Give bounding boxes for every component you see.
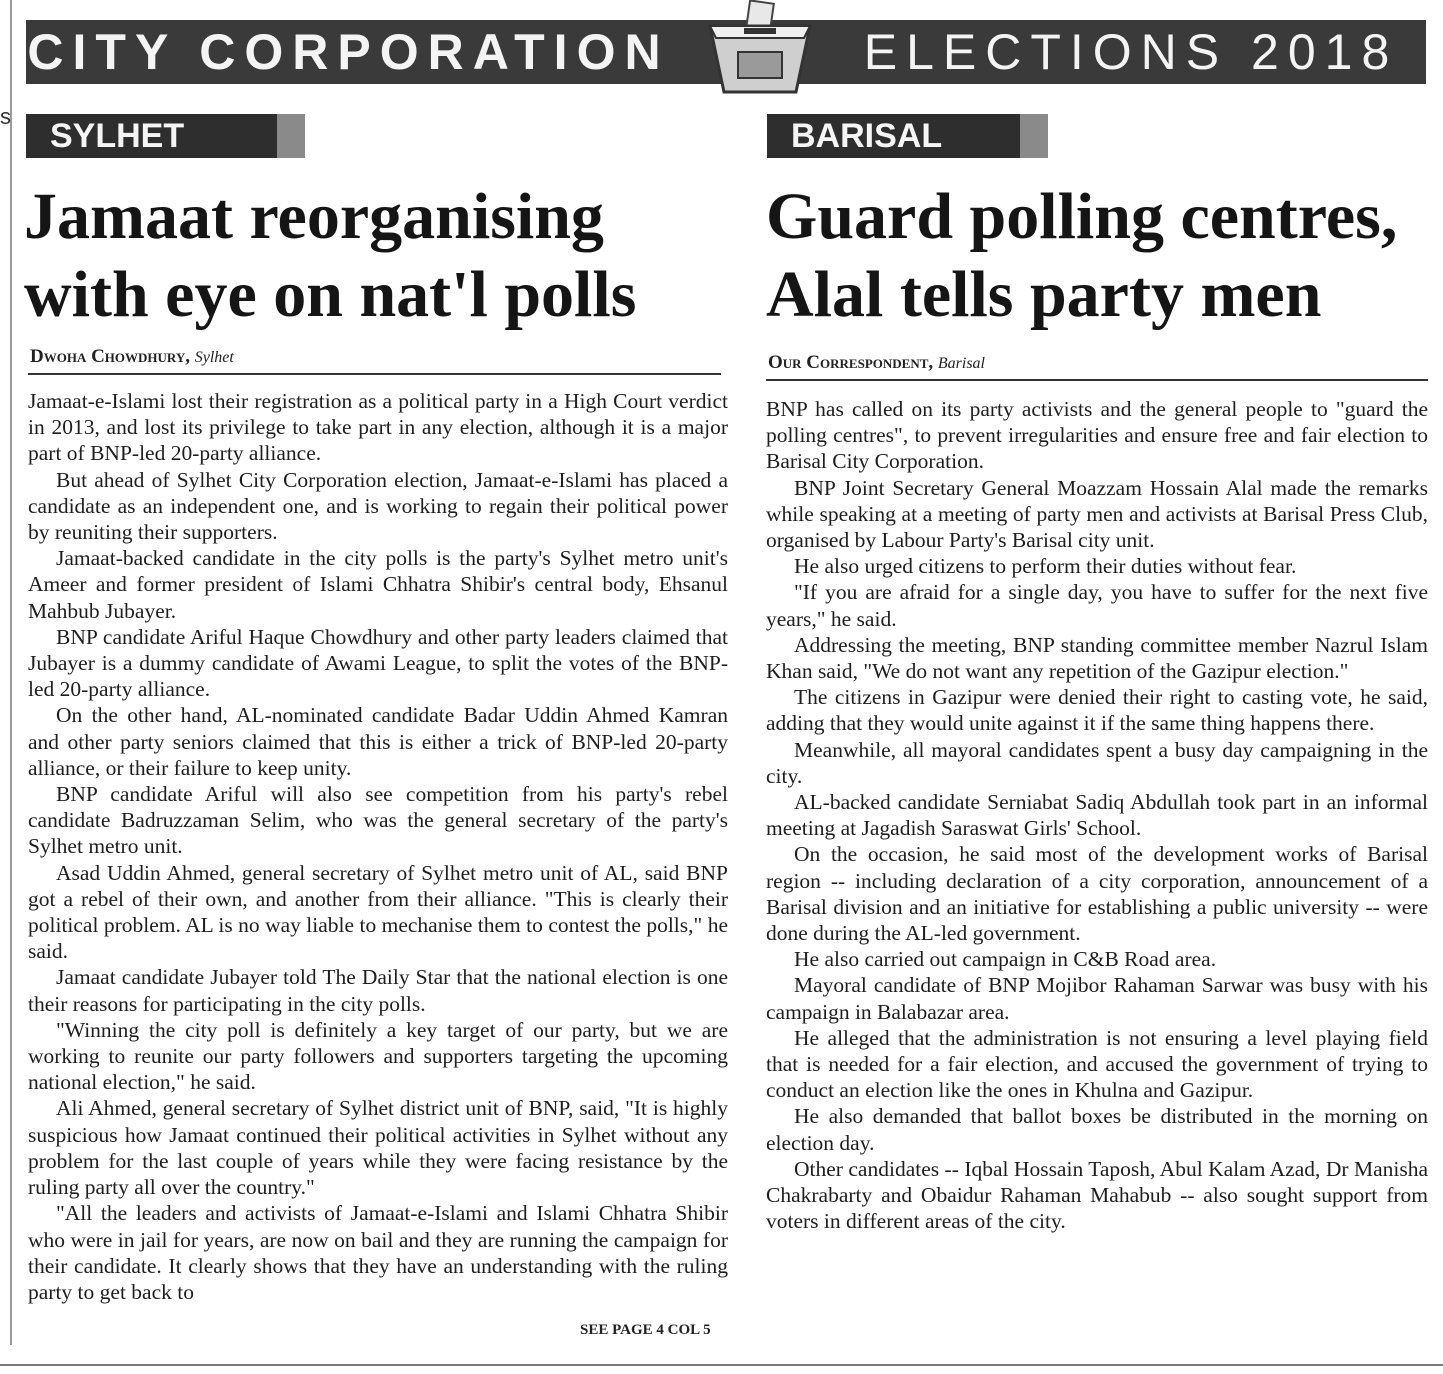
paragraph: Meanwhile, all mayoral candidates spent a busy day campaigning in the city. bbox=[766, 737, 1428, 788]
section-label-tab bbox=[277, 114, 305, 158]
section-label-text: SYLHET bbox=[50, 117, 185, 155]
byline-place: Barisal bbox=[937, 355, 985, 372]
paragraph: He alleged that the administration is not ensuring a level playing field that is needed for a fair election, and accused the government of trying to conduct an election like the ones in Khulna and Gazipur. bbox=[766, 1025, 1428, 1103]
paragraph: He also carried out campaign in C&B Road area. bbox=[794, 947, 1217, 972]
headline-right bbox=[766, 178, 1397, 334]
headline-line: with eye on nat'l polls bbox=[24, 258, 637, 331]
article-body-right bbox=[766, 396, 1428, 1235]
section-label-text: BARISAL bbox=[791, 117, 943, 155]
headline-line: Guard polling centres, bbox=[766, 180, 1398, 253]
section-label-tab bbox=[1020, 114, 1048, 158]
headline-line: Alal tells party men bbox=[766, 258, 1322, 331]
paragraph: AL-backed candidate Serniabat Sadiq Abdullah took part in an informal meeting at Jagadish Saraswat Girls' School. bbox=[766, 790, 1428, 841]
paragraph: Ali Ahmed, general secretary of Sylhet district unit of BNP, said, "It is highly suspicious how Jamaat continued their political activities in Sylhet without any problem for the last couple of years while they were facing resistance by the ruling party all over the country." bbox=[28, 1096, 728, 1200]
continuation-jump: SEE PAGE 4 COL 5 bbox=[580, 1322, 711, 1338]
page-column-rule bbox=[10, 0, 12, 1345]
paragraph: On the occasion, he said most of the development works of Barisal region -- including declaration of a city corporation, announcement of a Barisal division and an initiative for establishing a public university -- were done during the AL-led government. bbox=[766, 842, 1428, 946]
ballot-box-icon bbox=[700, 0, 820, 100]
banner-title-left: CITY CORPORATION bbox=[27, 24, 670, 80]
headline-line: Jamaat reorganising bbox=[24, 180, 604, 253]
paragraph: "All the leaders and activists of Jamaat-e-Islami and Islami Chhatra Shibir who were in jail for years, are now on bail and they are running the campaign for their candidate. It clearly shows that they have an understanding with the ruling party to get back to bbox=[28, 1201, 728, 1304]
byline-author: Dwoha Chowdhury, bbox=[30, 346, 190, 367]
headline-left bbox=[24, 178, 636, 334]
paragraph: Other candidates -- Iqbal Hossain Taposh, Abul Kalam Azad, Dr Manisha Chakrabarty and Obaidur Rahaman Mahabub -- also sought support from voters in different areas of the city. bbox=[766, 1156, 1428, 1234]
paragraph: "Winning the city poll is definitely a key target of our party, but we are working to reunite our party followers and supporters targeting the upcoming national election," he said. bbox=[28, 1017, 728, 1095]
byline-place: Sylhet bbox=[194, 349, 234, 366]
section-label-sylhet bbox=[26, 114, 305, 158]
paragraph: But ahead of Sylhet City Corporation election, Jamaat-e-Islami has placed a candidate as an independent one, and is working to regain their political power by reuniting their supporters. bbox=[28, 467, 728, 545]
paragraph: Jamaat-e-Islami lost their registration as a political party in a High Court verdict in 2013, and lost its privilege to take part in any election, although it is a major part of BNP-led 20-party alliance. bbox=[28, 389, 728, 466]
section-label-barisal bbox=[767, 114, 1048, 158]
byline-author: Our Correspondent, bbox=[768, 352, 934, 373]
paragraph: Addressing the meeting, BNP standing committee member Nazrul Islam Khan said, "We do not want any repetition of the Gazipur election." bbox=[766, 632, 1428, 684]
byline-rule bbox=[766, 379, 1428, 381]
paragraph: He also urged citizens to perform their duties without fear. bbox=[794, 554, 1297, 579]
byline-left bbox=[30, 346, 234, 368]
paragraph: On the other hand, AL-nominated candidate Badar Uddin Ahmed Kamran and other party seniors claimed that this is either a trick of BNP-led 20-party alliance, or their failure to keep unity. bbox=[28, 703, 728, 780]
article-body-left bbox=[28, 388, 728, 1305]
paragraph: BNP candidate Ariful Haque Chowdhury and other party leaders claimed that Jubayer is a dummy candidate of Awami League, to split the votes of the BNP-led 20-party alliance. bbox=[28, 624, 728, 702]
edge-fragment: s bbox=[0, 104, 11, 129]
byline-right bbox=[768, 352, 985, 374]
paragraph: BNP Joint Secretary General Moazzam Hossain Alal made the remarks while speaking at a meeting of party men and activists at Barisal Press Club, organised by Labour Party's Barisal city unit. bbox=[766, 475, 1428, 553]
paragraph: BNP candidate Ariful will also see competition from his party's rebel candidate Badruzzaman Selim, who was the general secretary of the party's Sylhet metro unit. bbox=[28, 782, 728, 859]
paragraph: Jamaat-backed candidate in the city polls is the party's Sylhet metro unit's Ameer and former president of Islami Chhatra Shibir's central body, Ehsanul Mahbub Jubayer. bbox=[28, 546, 728, 623]
paragraph: The citizens in Gazipur were denied their right to casting vote, he said, adding that they would unite against it if the same thing happens there. bbox=[766, 685, 1428, 736]
page-bottom-rule bbox=[0, 1364, 1443, 1366]
paragraph: Mayoral candidate of BNP Mojibor Rahaman Sarwar was busy with his campaign in Balabazar area. bbox=[766, 973, 1428, 1024]
byline-rule bbox=[28, 373, 721, 375]
paragraph: He also demanded that ballot boxes be distributed in the morning on election day. bbox=[766, 1104, 1428, 1155]
banner-title-right: ELECTIONS 2018 bbox=[863, 24, 1399, 80]
paragraph: Asad Uddin Ahmed, general secretary of Sylhet metro unit of AL, said BNP got a rebel of their own, and another from their alliance. "This is clearly their political problem. AL is no way liable to mechanise them to contest the polls," he said. bbox=[28, 860, 728, 964]
paragraph: "If you are afraid for a single day, you have to suffer for the next five years," he said. bbox=[766, 580, 1428, 631]
paragraph: Jamaat candidate Jubayer told The Daily Star that the national election is one their reasons for participating in the city polls. bbox=[28, 965, 728, 1016]
paragraph: BNP has called on its party activists and the general people to "guard the polling centres", to prevent irregularities and ensure free and fair election to Barisal City Corporation. bbox=[766, 397, 1428, 474]
